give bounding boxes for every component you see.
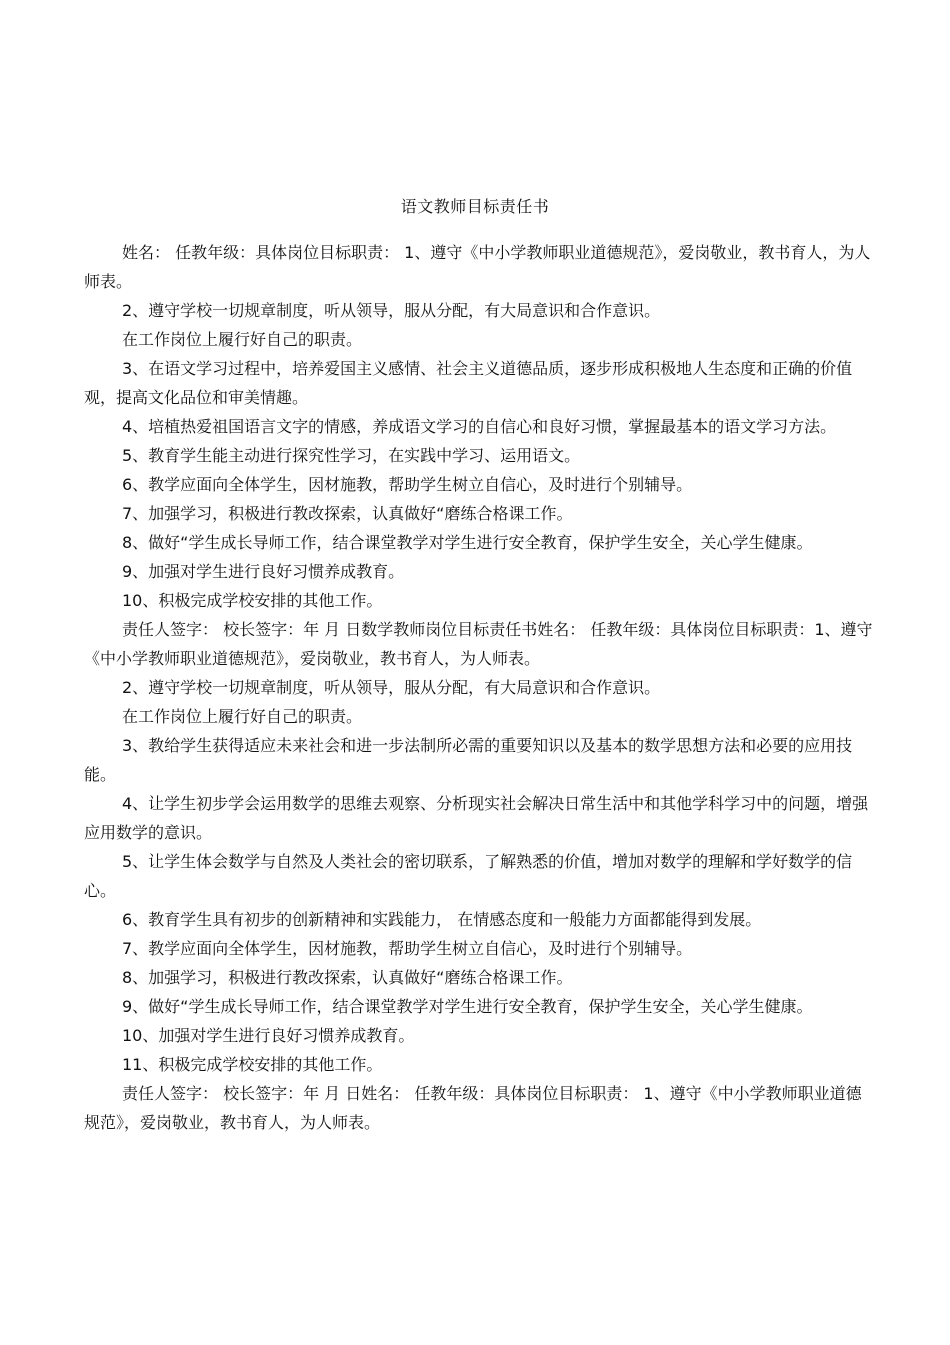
- document-title: 语文教师目标责任书: [400, 197, 550, 216]
- paragraph: 在工作岗位上履行好自己的职责。: [122, 330, 363, 349]
- paragraph: 4、让学生初步学会运用数学的思维去观察、分析现实社会解决日常生活中和其他学科学习中的问题，增强应用数学的意识。: [84, 794, 869, 842]
- paragraph: 6、教学应面向全体学生，因材施教，帮助学生树立自信心，及时进行个别辅导。: [122, 475, 693, 494]
- paragraph: 在工作岗位上履行好自己的职责。: [122, 707, 363, 726]
- document-body: [84, 238, 874, 1137]
- paragraph: 5、让学生体会数学与自然及人类社会的密切联系，了解熟悉的价值，增加对数学的理解和学好数学的信心。: [84, 852, 853, 900]
- paragraph: 10、加强对学生进行良好习惯养成教育。: [122, 1026, 415, 1045]
- paragraph: 责任人签字： 校长签字：年 月 日数学教师岗位目标责任书姓名： 任教年级：具体岗位目标职责：1、遵守《中小学教师职业道德规范》，爱岗敬业，教书育人，为人师表。: [84, 620, 873, 668]
- paragraph: 3、在语文学习过程中，培养爱国主义感情、社会主义道德品质，逐步形成积极地人生态度和正确的价值观，提高文化品位和审美情趣。: [84, 359, 853, 407]
- paragraph: 责任人签字： 校长签字：年 月 日姓名： 任教年级：具体岗位目标职责： 1、遵守《中小学教师职业道德规范》，爱岗敬业，教书育人，为人师表。: [84, 1084, 862, 1132]
- paragraph: 3、教给学生获得适应未来社会和进一步法制所必需的重要知识以及基本的数学思想方法和必要的应用技能。: [84, 736, 853, 784]
- paragraph: 4、培植热爱祖国语言文字的情感，养成语文学习的自信心和良好习惯，掌握最基本的语文学习方法。: [122, 417, 837, 436]
- paragraph: 2、遵守学校一切规章制度，听从领导，服从分配，有大局意识和合作意识。: [122, 301, 661, 320]
- paragraph: 10、积极完成学校安排的其他工作。: [122, 591, 383, 610]
- paragraph: 8、加强学习，积极进行教改探索，认真做好“磨练合格课工作。: [122, 968, 573, 987]
- paragraph: 5、教育学生能主动进行探究性学习，在实践中学习、运用语文。: [122, 446, 581, 465]
- paragraph: 2、遵守学校一切规章制度，听从领导，服从分配，有大局意识和合作意识。: [122, 678, 661, 697]
- paragraph: 6、教育学生具有初步的创新精神和实践能力， 在情感态度和一般能力方面都能得到发展。: [122, 910, 762, 929]
- paragraph: 8、做好“学生成长导师工作，结合课堂教学对学生进行安全教育，保护学生安全，关心学生健康。: [122, 533, 813, 552]
- paragraph: 7、加强学习，积极进行教改探索，认真做好“磨练合格课工作。: [122, 504, 573, 523]
- paragraph: 姓名： 任教年级：具体岗位目标职责： 1、遵守《中小学教师职业道德规范》，爱岗敬业，教书育人，为人师表。: [84, 243, 871, 291]
- paragraph: 11、积极完成学校安排的其他工作。: [122, 1055, 383, 1074]
- paragraph: 7、教学应面向全体学生，因材施教，帮助学生树立自信心，及时进行个别辅导。: [122, 939, 693, 958]
- paragraph: 9、加强对学生进行良好习惯养成教育。: [122, 562, 405, 581]
- paragraph: 9、做好“学生成长导师工作，结合课堂教学对学生进行安全教育，保护学生安全，关心学生健康。: [122, 997, 813, 1016]
